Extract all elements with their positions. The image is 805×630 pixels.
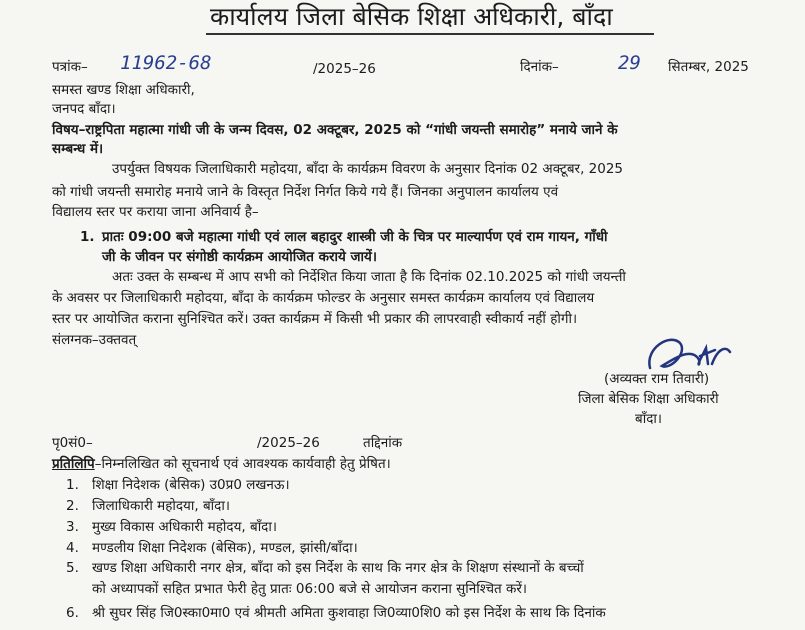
copy-heading-line [52, 455, 391, 473]
point1-line-2: जी के जीवन पर संगोष्ठी कार्यक्रम आयोजित कराये जायें। [102, 249, 377, 265]
copy-item-number: 4. [66, 540, 79, 556]
date-label: दिनांक– [520, 59, 559, 75]
date-month-year: सितम्बर, 2025 [668, 59, 749, 75]
copy-date: तद्दिनांक [363, 435, 403, 451]
signatory-place: बाँदा। [635, 411, 662, 427]
signatory-name: (अव्यक्त राम तिवारी) [604, 371, 710, 387]
body1-line-3: विद्यालय स्तर पर कराया जाना अनिवार्य है– [52, 204, 259, 220]
copy-item-text: श्री सुघर सिंह जि0स्का0मा0 एवं श्रीमती अमिता कुशवाहा जि0व्या0शि0 को इस निर्देश के साथ कि दिनांक [92, 605, 606, 621]
copy-item-number: 1. [66, 477, 79, 493]
subject-line-2: सम्बन्ध में। [52, 141, 104, 157]
copy-item-text: खण्ड शिक्षा अधिकारी नगर क्षेत्र, बाँदा को इस निर्देश के साथ कि नगर क्षेत्र के शिक्षण संस्थानों के बच्चों [92, 560, 584, 576]
date-day-handwritten: 29 [618, 52, 641, 74]
subject-line-1: विषय–राष्ट्रपिता महात्मा गांधी जी के जन्म दिवस, 02 अक्टूबर, 2025 को “गांधी जयन्ती समारोह” मनाये जाने के [52, 122, 618, 138]
copy-ref-label: पृ0सं0– [52, 435, 93, 451]
copy-item-number: 6. [66, 605, 79, 621]
copy-item [66, 476, 290, 494]
copy-item-text: मुख्य विकास अधिकारी महोदय, बाँदा। [92, 519, 277, 535]
body2-line-3: स्तर पर आयोजित कराना सुनिश्चित करें। उक्त कार्यक्रम में किसी भी प्रकार की लापरवाही स्वीकार्य नहीं होगी। [52, 311, 578, 327]
signatory-designation: जिला बेसिक शिक्षा अधिकारी [578, 391, 719, 407]
ref-number-handwritten: 11962-68 [120, 52, 212, 74]
copy-item-number: 3. [66, 519, 79, 535]
copy-item [66, 518, 277, 536]
copy-heading: प्रतिलिपि [52, 456, 95, 472]
copy-item-continuation: को अध्यापकों सहित प्रभात फेरी हेतु प्रातः 06:00 बजे से आयोजन कराना सुनिश्चित करें। [92, 581, 528, 597]
title-underline [206, 33, 654, 35]
ref-label: पत्रांक– [52, 59, 88, 75]
copy-item-number: 5. [66, 560, 79, 576]
enclosure: संलग्नक–उक्तवत् [52, 332, 137, 348]
copy-item [66, 559, 584, 577]
addressee-line-1: समस्त खण्ड शिक्षा अधिकारी, [52, 82, 195, 98]
copy-item [66, 539, 358, 557]
copy-ref-year: /2025–26 [257, 435, 320, 451]
body2-line-1: अतः उक्त के सम्बन्ध में आप सभी को निर्देशित किया जाता है कि दिनांक 02.10.2025 को गांधी जयन्ती [112, 269, 626, 285]
copy-item-number: 2. [66, 498, 79, 514]
point1-line-1: प्रातः 09:00 बजे महात्मा गांधी एवं लाल बहादुर शास्त्री जी के चित्र पर माल्यार्पण एवं राम गायन, गाँधी [102, 229, 608, 245]
body1-line-1: उपर्युक्त विषयक जिलाधिकारी महोदया, बाँदा के कार्यक्रम विवरण के अनुसार दिनांक 02 अक्टूबर, 2025 [112, 161, 624, 177]
copy-item [66, 604, 606, 622]
copy-item-text: जिलाधिकारी महोदया, बाँदा। [92, 498, 230, 514]
copy-item-text: मण्डलीय शिक्षा निदेशक (बेसिक), मण्डल, झांसी/बाँदा। [92, 540, 358, 556]
ref-year: /2025–26 [313, 61, 376, 77]
copy-item-text: शिक्षा निदेशक (बेसिक) उ0प्र0 लखनऊ। [92, 477, 290, 493]
office-title: कार्यालय जिला बेसिक शिक्षा अधिकारी, बाँदा [210, 2, 613, 31]
copy-heading-rest: –निम्नलिखित को सूचनार्थ एवं आवश्यक कार्यवाही हेतु प्रेषित। [94, 456, 391, 472]
point1-number: 1. [80, 229, 95, 245]
body1-line-2: को गांधी जयन्ती समारोह मनाये जाने के विस्तृत निर्देश निर्गत किये गये हैं। जिनका अनुपालन कार्यालय एवं [52, 184, 559, 200]
addressee-line-2: जनपद बाँदा। [52, 101, 116, 117]
body2-line-2: के अवसर पर जिलाधिकारी महोदया, बाँदा के कार्यक्रम फोल्डर के अनुसार समस्त कार्यक्रम कार्यालय एवं विद्यालय [52, 290, 595, 306]
copy-item [66, 497, 230, 515]
